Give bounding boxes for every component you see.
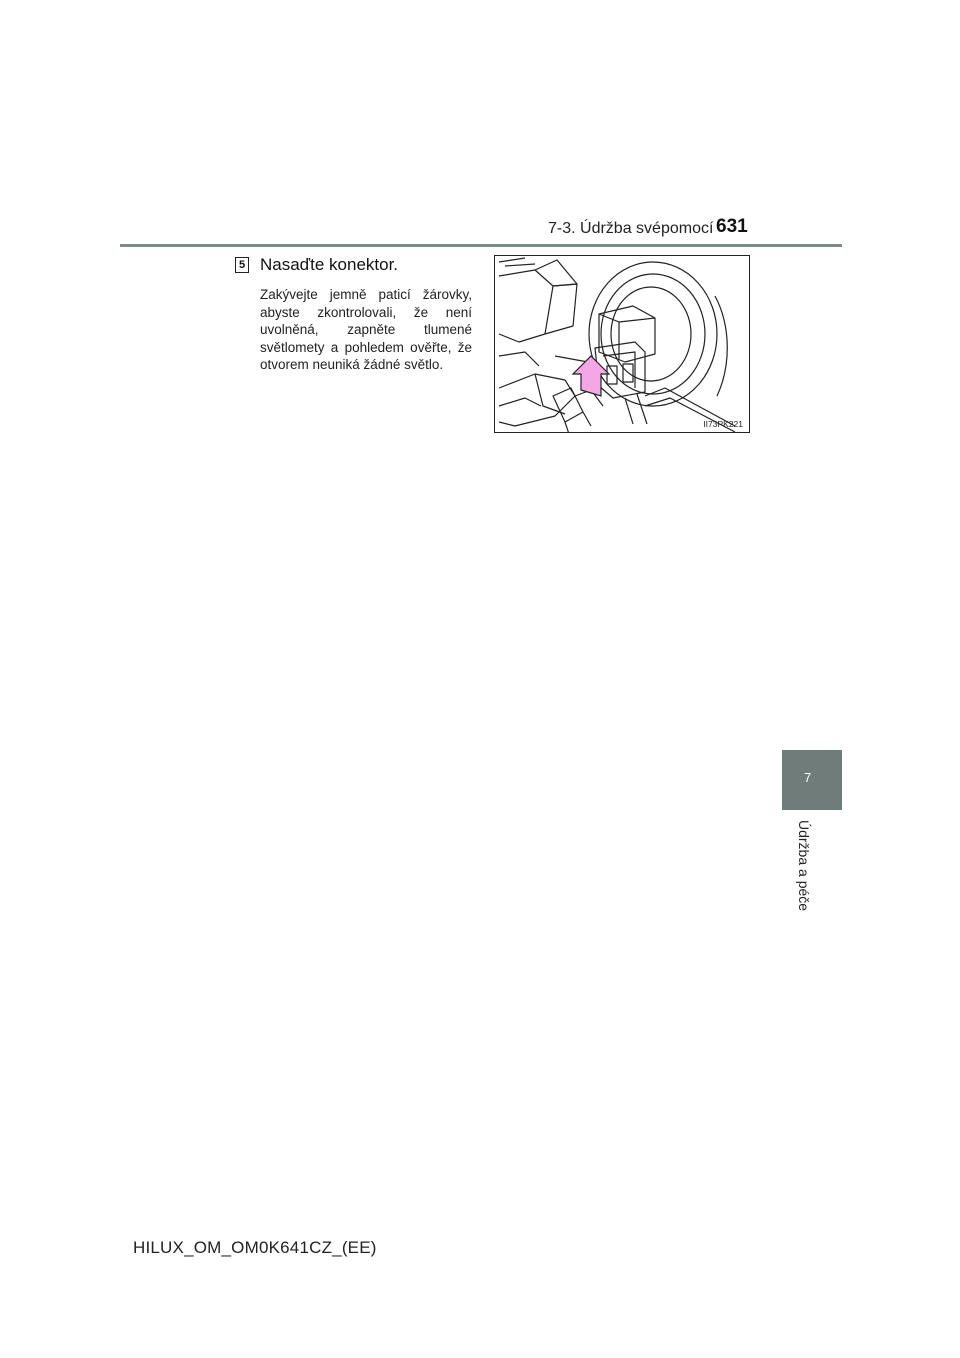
connector-illustration [494,255,750,433]
headlight-connector-drawing [495,256,750,433]
figure-code: II73PK221 [703,419,743,429]
chapter-number: 7 [804,770,812,785]
document-code: HILUX_OM_OM0K641CZ_(EE) [133,1238,377,1257]
chapter-tab [782,750,842,810]
header-divider [120,244,842,247]
step-instructions: Zakývejte jemně paticí žárovky, abyste zkontrolovali, že není uvolněná, zapněte tlumené světlomety a pohledem ověřte, že otvorem neuniká žádné světlo. [260,287,472,372]
step-number-badge: 5 [235,257,249,273]
chapter-label: Údržba a péče [796,820,812,912]
page-number: 631 [716,216,748,237]
step-title: Nasaďte konektor. [260,255,399,274]
section-title: 7-3. Údržba svépomocí [548,220,714,237]
